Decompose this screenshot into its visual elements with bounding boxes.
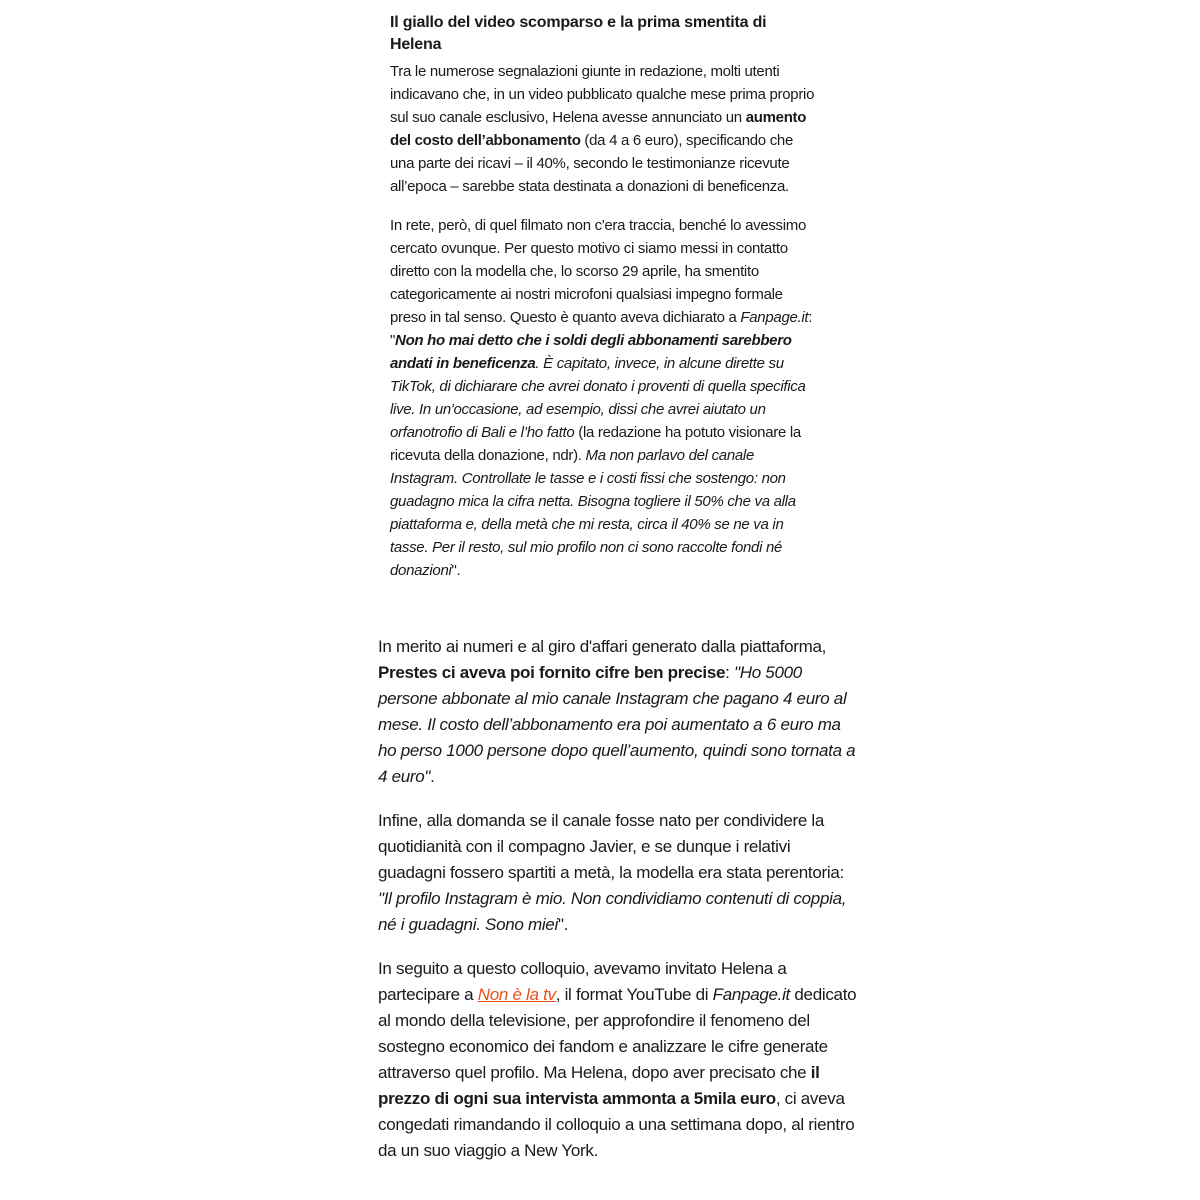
main-text — [378, 634, 858, 1164]
main-p2-text-1: Infine, alla domanda se il canale fosse nato per condividere la quotidianità con il compagno Javier, e se dunque i relativi guadagni fossero spartiti a metà, la modella era stata perentoria: — [378, 811, 844, 882]
box-p2-bold-italic-text: Non ho mai detto che i soldi degli abbonamenti sarebbero andati in beneficenza — [390, 332, 792, 372]
box-p2-text-1: In rete, però, di quel filmato non c'era traccia, benché lo avessimo cercato ovunque. Per questo motivo ci siamo messi in contatto diretto con la modella che, lo scorso 29 aprile, ha smentito categoricamente ai nostri microfoni qualsiasi impegno formale preso in tal senso. Questo è quanto aveva dichiarato a — [390, 217, 807, 326]
main-p3-text-1: In seguito a questo colloquio, avevamo invitato Helena a partecipare a — [378, 959, 787, 1004]
box-paragraph-2 — [390, 214, 820, 582]
box-p2-italic-2: . È capitato, invece, in alcune dirette su TikTok, di dichiarare che avrei donato i proventi di quella specifica live. In un'occasione, ad esempio, dissi che avrei aiutato un orfanotrofio di Bali e l’ho fatto — [390, 355, 806, 441]
sidebar-box — [390, 0, 820, 582]
main-p1-quote: "Ho 5000 persone abbonate al mio canale Instagram che pagano 4 euro al mese. Il costo dell’abbonamento era poi aumentato a 6 euro ma ho perso 1000 persone dopo quell’aumento, quindi sono tornata a 4 euro" — [378, 663, 856, 786]
main-p1-bold-1: Prestes ci aveva poi fornito cifre ben precise — [378, 663, 726, 682]
article-body — [378, 0, 858, 1182]
main-p3-text-2: , il format YouTube di — [555, 985, 713, 1004]
main-p3-italic-1: Fanpage.it — [712, 985, 790, 1004]
box-title: Il giallo del video scomparso e la prima smentita di Helena — [390, 14, 767, 53]
box-p2-text-2: : " — [390, 309, 813, 349]
box-p2-italic-1: Fanpage.it — [740, 309, 809, 326]
main-p1-text-2: : — [725, 663, 734, 682]
main-p3-text-4: , ci aveva congedati rimandando il colloquio a una settimana dopo, al rientro da un suo viaggio a New York. — [378, 1089, 855, 1160]
main-p3-bold-1: il prezzo di ogni sua intervista ammonta a 5mila euro — [378, 1063, 820, 1108]
box-p1-text-2: (da 4 a 6 euro), specificando che una parte dei ricavi – il 40%, secondo le testimonianze ricevute all’epoca – sarebbe stata destinata a donazioni di beneficenza. — [390, 132, 793, 195]
box-p2-text-4: ". — [451, 562, 461, 579]
main-paragraph-2 — [378, 808, 858, 938]
box-p1-text-1: Tra le numerose segnalazioni giunte in redazione, molti utenti indicavano che, in un video pubblicato qualche mese prima proprio sul suo canale esclusivo, Helena avesse annunciato un — [390, 63, 815, 126]
box-paragraph-1 — [390, 60, 820, 198]
non-e-la-tv-link[interactable]: Non è la tv — [477, 985, 556, 1004]
box-p2-italic-3: Ma non parlavo del canale Instagram. Controllate le tasse e i costi fissi che sostengo: non guadagno mica la cifra netta. Bisogna togliere il 50% che va alla piattaforma e, della metà che mi resta, circa il 40% se ne va in tasse. Per il resto, sul mio profilo non ci sono raccolte fondi né donazioni — [390, 447, 796, 579]
main-paragraph-3 — [378, 956, 858, 1164]
main-p3-text-3: dedicato al mondo della televisione, per approfondire il fenomeno del sostegno economico dei fandom e analizzare le cifre generate attraverso quel profilo. Ma Helena, dopo aver precisato che — [378, 985, 857, 1082]
main-p1-text-1: In merito ai numeri e al giro d'affari generato dalla piattaforma, — [378, 637, 827, 656]
main-p2-text-2: ". — [557, 915, 569, 934]
main-p2-quote: "Il profilo Instagram è mio. Non condividiamo contenuti di coppia, né i guadagni. Sono miei — [378, 889, 847, 934]
main-p1-text-3: . — [430, 767, 435, 786]
main-paragraph-1 — [378, 634, 858, 790]
box-p1-bold-1: aumento del costo dell’abbonamento — [390, 109, 807, 149]
box-p2-text-3: (la redazione ha potuto visionare la ricevuta della donazione, ndr). — [390, 424, 801, 464]
